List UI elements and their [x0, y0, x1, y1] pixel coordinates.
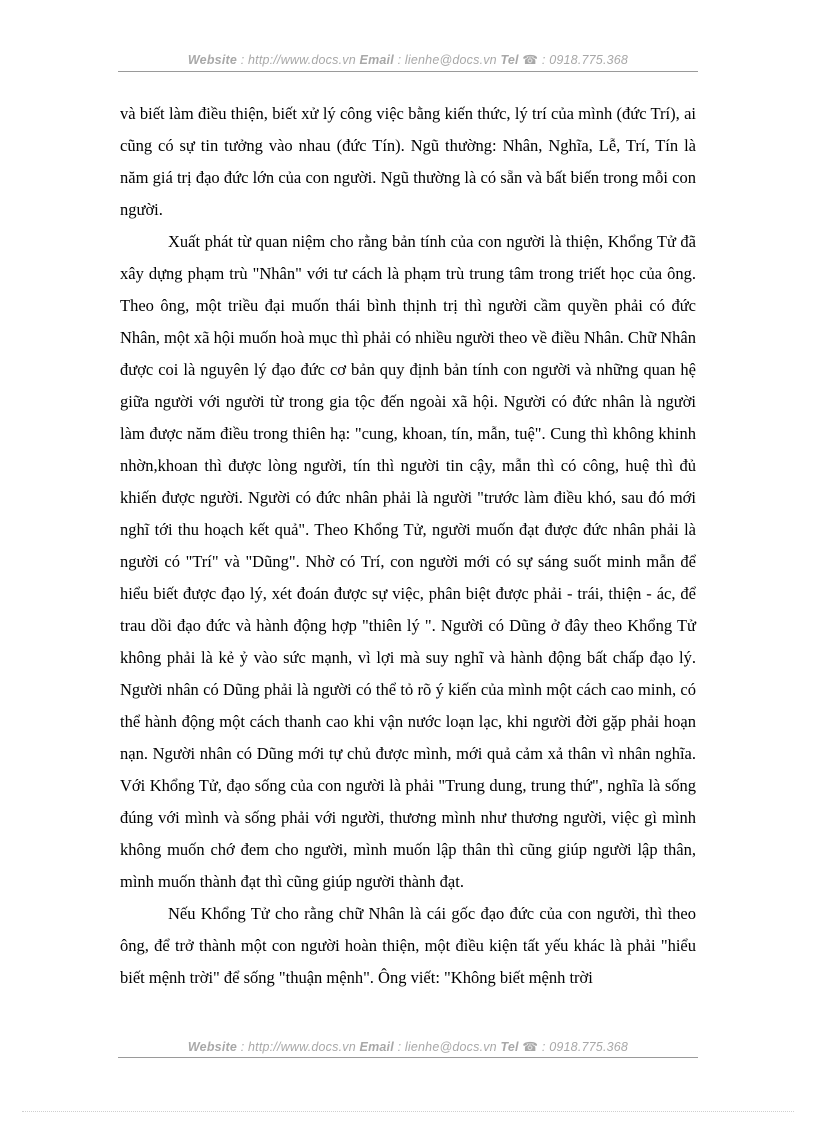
- paragraph-continued: và biết làm điều thiện, biết xử lý công việc bằng kiến thức, lý trí của mình (đức Trí), ai cũng có sự tin tưởng vào nhau (đức Tín). Ngũ thường: Nhân, Nghĩa, Lễ, Trí, Tín là năm giá trị đạo đức lớn của con người. Ngũ thường là có sẵn và bất biến trong mỗi con người.: [120, 104, 696, 219]
- header-tel-number: : 0918.775.368: [538, 53, 629, 67]
- page-bottom-dotted-border: [22, 1111, 794, 1112]
- footer-email-label: Email: [359, 1040, 394, 1054]
- header-divider: [118, 71, 698, 72]
- header-website-url[interactable]: : http://www.docs.vn: [237, 53, 360, 67]
- footer-divider: [118, 1057, 698, 1058]
- footer-website-url[interactable]: : http://www.docs.vn: [237, 1040, 360, 1054]
- footer-tel-number: : 0918.775.368: [538, 1040, 629, 1054]
- paragraph-nhan: Xuất phát từ quan niệm cho rằng bản tính của con người là thiện, Khổng Tử đã xây dựng phạm trù "Nhân" với tư cách là phạm trù trung tâm trong triết học của ông. Theo ông, một triều đại muốn thái bình thịnh trị thì người cầm quyền phải có đức Nhân, một xã hội muốn hoà mục thì phải có nhiều người theo về điều Nhân. Chữ Nhân được coi là nguyên lý đạo đức cơ bản quy định bản tính con người và những quan hệ giữa người với người từ trong gia tộc đến ngoài xã hội. Người có đức nhân là người làm được năm điều trong thiên hạ: "cung, khoan, tín, mẫn, tuệ". Cung thì không khinh nhờn,khoan thì được lòng người, tín thì người tin cậy, mẫn thì có công, huệ thì đủ khiến được người. Người có đức nhân phải là người "trước làm điều khó, sau đó mới nghĩ tới thu hoạch kết quả". Theo Khổng Tử, người muốn đạt được đức nhân phải là người có "Trí" và "Dũng". Nhờ có Trí, con người mới có sự sáng suốt minh mẫn để hiểu biết được đạo lý, xét đoán được sự việc, phân biệt được phải - trái, thiện - ác, để trau dồi đạo đức và hành động hợp "thiên lý ". Người có Dũng ở đây theo Khổng Tử không phải là kẻ ỷ vào sức mạnh, vì lợi mà suy nghĩ và hành động bất chấp đạo lý. Người nhân có Dũng phải là người có thể tỏ rõ ý kiến của mình một cách cao minh, có thể hành động một cách thanh cao khi vận nước loạn lạc, khi người đời gặp phải hoạn nạn. Người nhân có Dũng mới tự chủ được mình, mới quả cảm xả thân vì nhân nghĩa. Với Khổng Tử, đạo sống của con người là phải "Trung dung, trung thứ", nghĩa là sống đúng với mình và sống phải với người, thương mình như thương người, việc gì mình không muốn chớ đem cho người, mình muốn lập thân thì cũng giúp người lập thân, mình muốn thành đạt thì cũng giúp người thành đạt.: [120, 232, 696, 891]
- footer-tel-label: Tel: [500, 1040, 519, 1054]
- footer-email-address[interactable]: : lienhe@docs.vn: [393, 1040, 501, 1054]
- header-website-label: Website: [187, 53, 238, 67]
- header-email-address[interactable]: : lienhe@docs.vn: [393, 53, 501, 67]
- phone-icon: ☎: [522, 1040, 539, 1054]
- header-email-label: Email: [359, 53, 394, 67]
- page-header: [118, 52, 698, 67]
- header-tel-label: Tel: [500, 53, 519, 67]
- document-body: [120, 98, 696, 994]
- phone-icon: ☎: [522, 53, 539, 67]
- paragraph-menh-troi: Nếu Khổng Tử cho rằng chữ Nhân là cái gốc đạo đức của con người, thì theo ông, để trở thành một con người hoàn thiện, một điều kiện tất yếu khác là phải "hiểu biết mệnh trời" để sống "thuận mệnh". Ông viết: "Không biết mệnh trời: [120, 904, 696, 987]
- page-footer: [118, 1039, 698, 1054]
- footer-website-label: Website: [187, 1040, 238, 1054]
